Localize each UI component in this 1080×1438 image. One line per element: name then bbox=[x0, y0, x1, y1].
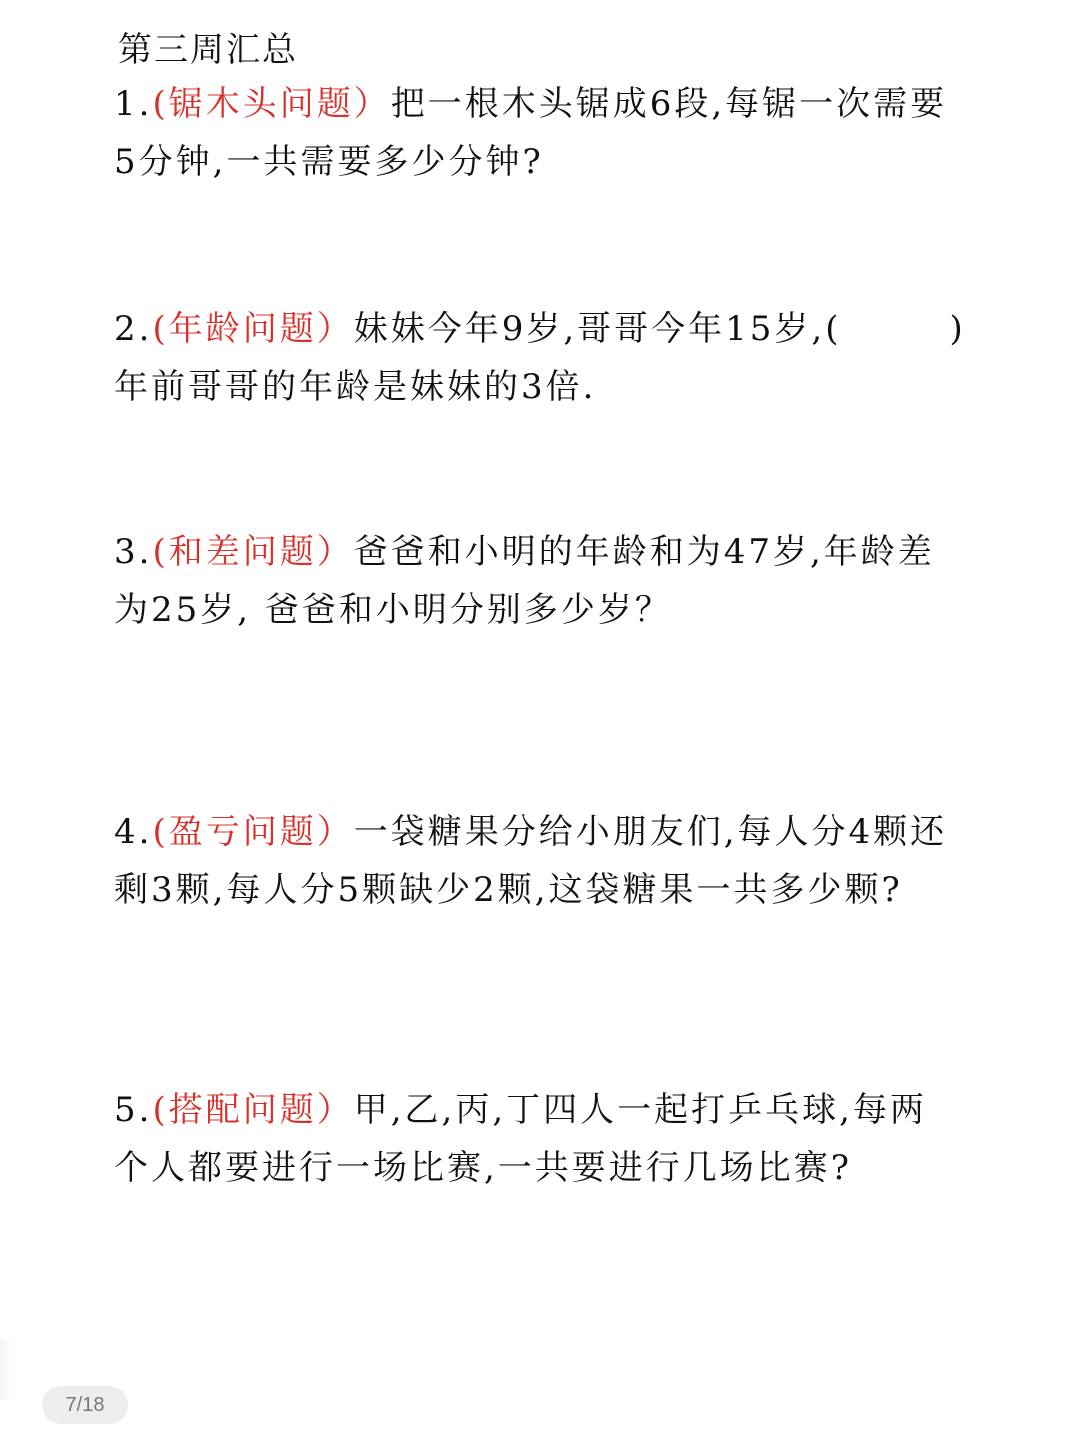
problem-1 bbox=[114, 75, 984, 191]
problem-number: 2. bbox=[114, 309, 153, 349]
problem-2-line-2: 年前哥哥的年龄是妹妹的3倍. bbox=[114, 367, 597, 407]
page-edge-shadow bbox=[0, 1340, 12, 1400]
problem-category: (搭配问题） bbox=[152, 1090, 354, 1130]
problem-5-line-1 bbox=[114, 1081, 984, 1139]
problem-4-line-2: 剩3颗,每人分5颗缺少2颗,这袋糖果一共多少颗? bbox=[114, 870, 903, 910]
problem-4-line-1 bbox=[114, 803, 984, 861]
problem-text: 把一根木头锯成6段,每锯一次需要 bbox=[390, 84, 948, 124]
problem-text: 爸爸和小明的年龄和为47岁,年龄差 bbox=[353, 532, 935, 572]
problem-2-line-1 bbox=[114, 300, 984, 358]
problem-category: (盈亏问题） bbox=[152, 812, 354, 852]
problem-category: (锯木头问题） bbox=[152, 84, 391, 124]
problem-2 bbox=[114, 300, 984, 416]
problem-category: (年龄问题） bbox=[152, 309, 354, 349]
problem-text: 甲,乙,丙,丁四人一起打乒乓球,每两 bbox=[353, 1090, 927, 1130]
problem-3 bbox=[114, 523, 984, 639]
problem-number: 5. bbox=[114, 1090, 153, 1130]
problem-category: (和差问题） bbox=[152, 532, 354, 572]
page-title: 第三周汇总 bbox=[118, 30, 298, 70]
problem-1-line-1 bbox=[114, 75, 984, 133]
problem-1-line-2: 5分钟,一共需要多少分钟? bbox=[114, 142, 544, 182]
problem-text: 妹妹今年9岁,哥哥今年15岁,( bbox=[353, 309, 842, 349]
problem-number: 3. bbox=[114, 532, 153, 572]
problem-number: 4. bbox=[114, 812, 153, 852]
problem-number: 1. bbox=[114, 84, 153, 124]
problem-5 bbox=[114, 1081, 984, 1197]
blank-close-paren: ) bbox=[949, 309, 966, 349]
problem-3-line-1 bbox=[114, 523, 984, 581]
problem-4 bbox=[114, 803, 984, 919]
problem-text: 一袋糖果分给小朋友们,每人分4颗还 bbox=[353, 812, 948, 852]
problem-3-line-2: 为25岁, 爸爸和小明分别多少岁？ bbox=[114, 590, 672, 630]
page-indicator: 7/18 bbox=[42, 1386, 128, 1424]
problem-5-line-2: 个人都要进行一场比赛,一共要进行几场比赛? bbox=[114, 1148, 853, 1188]
